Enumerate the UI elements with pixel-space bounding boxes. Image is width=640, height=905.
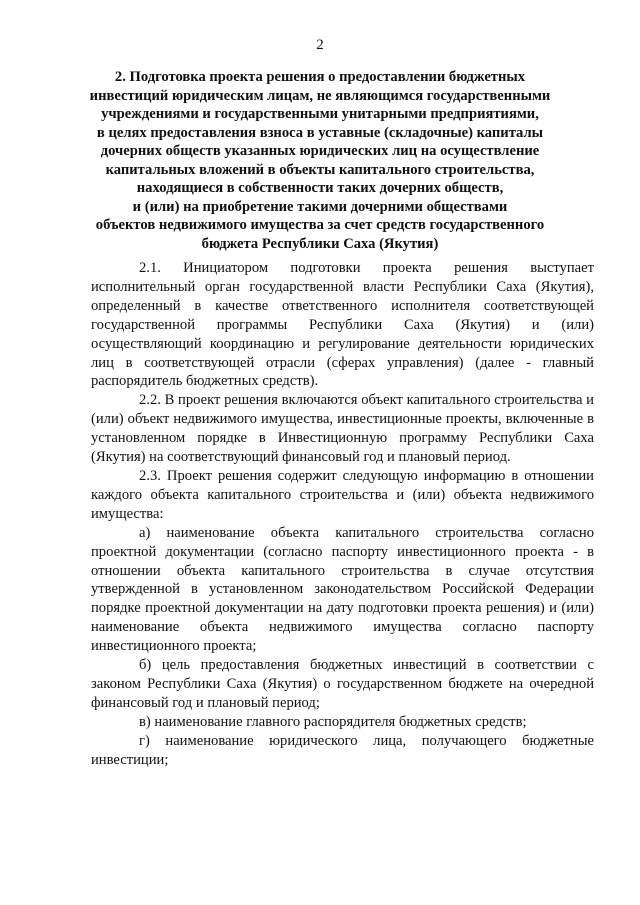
- section-title-line: бюджета Республики Саха (Якутия): [201, 235, 439, 252]
- list-item-b: б) цель предоставления бюджетных инвестиций в соответствии с законом Республики Саха (Якутия) о государственном бюджете на очередной финансовый год и плановый период;: [91, 657, 594, 711]
- section-title-line: капитальных вложений в объекты капитального строительства,: [105, 161, 535, 178]
- paragraph-2-1: 2.1. Инициатором подготовки проекта решения выступает исполнительный орган государственной власти Республики Саха (Якутия), определенный в качестве ответственного исполнителя соответствующей государственной программы Республики Саха (Якутия) и (или) осуществляющий координацию и регулирование деятельности юридических лиц в соответствующей отрасли (сферах управления) (далее - главный распорядитель бюджетных средств).: [91, 260, 594, 390]
- section-title-line: инвестиций юридическим лицам, не являющимся государственными: [89, 87, 551, 104]
- section-title-line: в целях предоставления взноса в уставные (складочные) капиталы: [96, 124, 544, 141]
- section-title-line: и (или) на приобретение такими дочерними обществами: [132, 198, 508, 215]
- body-text: [91, 259, 594, 769]
- page-number: 2: [316, 37, 324, 53]
- section-title-line: объектов недвижимого имущества за счет средств государственного: [95, 217, 545, 233]
- paragraph-2-2: 2.2. В проект решения включаются объект капитального строительства и (или) объект недвижимого имущества, инвестиционные проекты, включенные в установленном порядке в Инвестиционную программу Республики Саха (Якутия) на соответствующий финансовый год и плановый период.: [91, 392, 594, 466]
- section-title-line: дочерних обществ указанных юридических лиц на осуществление: [100, 143, 540, 159]
- section-title-line: учреждениями и государственными унитарными предприятиями,: [101, 106, 539, 122]
- section-title: [60, 68, 580, 253]
- list-item-a: а) наименование объекта капитального строительства согласно проектной документации (согласно паспорту инвестиционного проекта - в отношении объекта капитального строительства в случае отсутствия утвержденной в установленном законодательством Российской Федерации порядке проектной документации на дату подготовки проекта решения) и (или) наименование объекта недвижимого имущества согласно паспорту инвестиционного проекта;: [91, 524, 594, 655]
- paragraph-2-3: 2.3. Проект решения содержит следующую информацию в отношении каждого объекта капитального строительства и (или) объекта недвижимого имущества:: [91, 467, 594, 522]
- list-item-g: г) наименование юридического лица, получающего бюджетные инвестиции;: [91, 732, 594, 768]
- section-title-line: 2. Подготовка проекта решения о предоставлении бюджетных: [114, 69, 526, 85]
- section-title-line: находящиеся в собственности таких дочерних обществ,: [136, 180, 504, 196]
- list-item-v: в) наименование главного распорядителя бюджетных средств;: [139, 713, 527, 730]
